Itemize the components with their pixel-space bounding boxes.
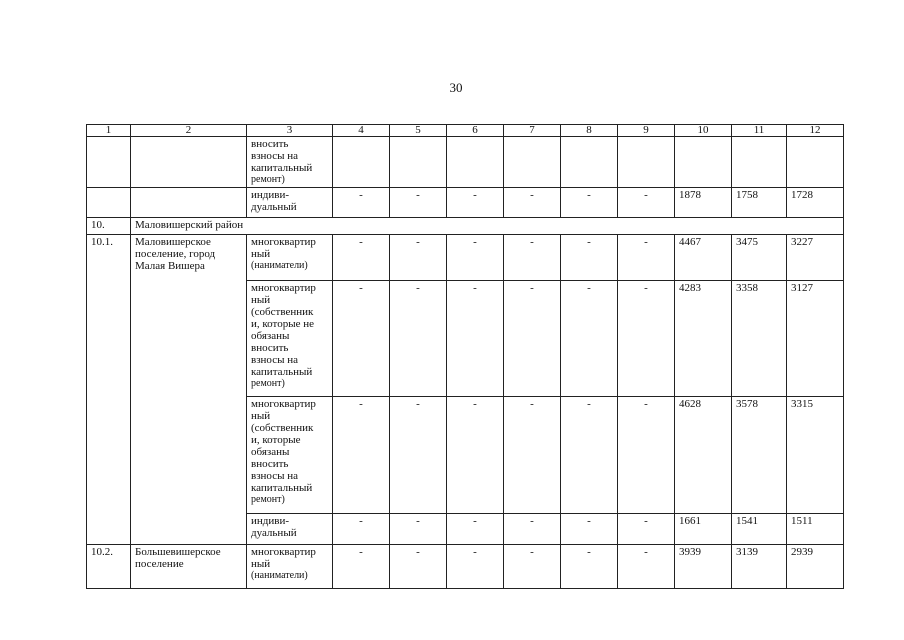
column-header: 10	[675, 125, 732, 137]
category-cell: индиви- дуальный	[247, 514, 333, 545]
value-cell: -	[447, 235, 504, 281]
value-cell: 3578	[732, 397, 787, 514]
value-cell: -	[447, 397, 504, 514]
column-header: 1	[87, 125, 131, 137]
value-cell: -	[390, 397, 447, 514]
settlement-cell	[131, 137, 247, 188]
value-cell: -	[504, 545, 561, 589]
value-cell: -	[390, 545, 447, 589]
row-number-cell: 10.1.	[87, 235, 131, 545]
category-cell: индиви- дуальный	[247, 188, 333, 218]
value-cell: -	[561, 397, 618, 514]
row-number-cell: 10.	[87, 218, 131, 235]
value-cell: -	[618, 235, 675, 281]
value-cell: -	[504, 281, 561, 397]
value-cell: -	[504, 514, 561, 545]
value-cell: -	[447, 514, 504, 545]
column-header: 4	[333, 125, 390, 137]
value-cell: 1511	[787, 514, 844, 545]
table-row	[87, 188, 844, 218]
value-cell: -	[447, 545, 504, 589]
column-header: 8	[561, 125, 618, 137]
value-cell: 3315	[787, 397, 844, 514]
value-cell: 4283	[675, 281, 732, 397]
value-cell: -	[618, 514, 675, 545]
settlement-cell	[131, 188, 247, 218]
value-cell: 2939	[787, 545, 844, 589]
value-cell: -	[561, 545, 618, 589]
value-cell: 4467	[675, 235, 732, 281]
row-number-cell	[87, 137, 131, 188]
value-cell: -	[447, 281, 504, 397]
value-cell: -	[504, 235, 561, 281]
settlement-cell: Маловишерское поселение, город Малая Вишера	[131, 235, 247, 545]
category-cell: многоквартир ный (наниматели)	[247, 545, 333, 589]
column-header: 7	[504, 125, 561, 137]
value-cell: 3127	[787, 281, 844, 397]
column-header: 5	[390, 125, 447, 137]
value-cell: -	[561, 514, 618, 545]
category-cell: вносить взносы на капитальный ремонт)	[247, 137, 333, 188]
value-cell: 1878	[675, 188, 732, 218]
category-cell: многоквартир ный (собственник и, которые не обязаны вносить взносы на капитальный ремонт)	[247, 281, 333, 397]
value-cell: -	[333, 397, 390, 514]
value-cell: -	[333, 235, 390, 281]
column-header: 2	[131, 125, 247, 137]
value-cell: -	[390, 514, 447, 545]
table-row	[87, 545, 844, 589]
page-number: 30	[449, 80, 463, 95]
district-row	[87, 218, 844, 235]
value-cell: 3939	[675, 545, 732, 589]
value-cell: -	[390, 281, 447, 397]
column-header: 9	[618, 125, 675, 137]
row-number-cell	[87, 188, 131, 218]
value-cell: -	[618, 545, 675, 589]
value-cell: -	[390, 188, 447, 218]
value-cell: 3227	[787, 235, 844, 281]
category-cell: многоквартир ный (собственник и, которые обязаны вносить взносы на капитальный ремонт)	[247, 397, 333, 514]
value-cell: -	[618, 188, 675, 218]
value-cell: -	[618, 397, 675, 514]
value-cell: 3358	[732, 281, 787, 397]
value-cell: 3475	[732, 235, 787, 281]
value-cell: 1541	[732, 514, 787, 545]
value-cell: 1728	[787, 188, 844, 218]
value-cell: 3139	[732, 545, 787, 589]
value-cell: -	[561, 235, 618, 281]
column-header: 11	[732, 125, 787, 137]
tariff-table	[86, 124, 844, 589]
value-cell: -	[333, 188, 390, 218]
district-name: Маловишерский район	[131, 218, 844, 235]
row-number-cell: 10.2.	[87, 545, 131, 589]
value-cell: -	[333, 514, 390, 545]
value-cell: 4628	[675, 397, 732, 514]
column-header-row	[87, 125, 844, 137]
column-header: 12	[787, 125, 844, 137]
column-header: 3	[247, 125, 333, 137]
value-cell: -	[504, 397, 561, 514]
value-cell: -	[561, 281, 618, 397]
value-cell: -	[333, 545, 390, 589]
table-row	[87, 137, 844, 188]
value-cell: -	[561, 188, 618, 218]
value-cell: -	[333, 281, 390, 397]
value-cell: -	[447, 188, 504, 218]
value-cell: -	[618, 281, 675, 397]
value-cell: 1661	[675, 514, 732, 545]
settlement-cell: Большевишерское поселение	[131, 545, 247, 589]
table-row	[87, 235, 844, 281]
category-cell: многоквартир ный (наниматели)	[247, 235, 333, 281]
value-cell: -	[390, 235, 447, 281]
value-cell: 1758	[732, 188, 787, 218]
value-cell: -	[504, 188, 561, 218]
column-header: 6	[447, 125, 504, 137]
